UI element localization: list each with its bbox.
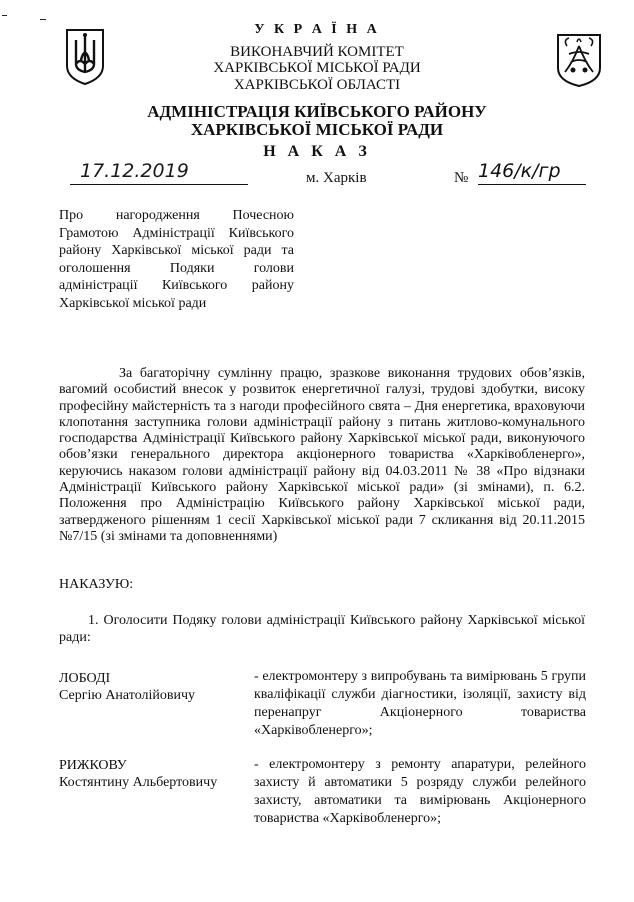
recipient-description: - електромонтеру з ремонту апаратури, релейного захисту й автоматики 5 розряду служби релейного захисту, автоматики та вимірювань Акціонерного товариства «Харківобленерго»; bbox=[254, 757, 586, 826]
recipient-name bbox=[59, 670, 259, 704]
header-committee: ВИКОНАВЧИЙ КОМІТЕТ bbox=[230, 44, 404, 60]
order-number: 146/к/гр bbox=[478, 160, 586, 185]
order-number-label: № bbox=[454, 170, 469, 186]
recipient-given-name: Сергію Анатолійовичу bbox=[59, 688, 196, 703]
recipient-name bbox=[59, 757, 259, 791]
header-council: ХАРКІВСЬКОЇ МІСЬКОЇ РАДИ bbox=[213, 60, 421, 76]
document-type: Н А К А З bbox=[263, 143, 371, 160]
scan-mark bbox=[2, 15, 7, 16]
header-region: ХАРКІВСЬКОЇ ОБЛАСТІ bbox=[233, 77, 401, 93]
header-admin-line1: АДМІНІСТРАЦІЯ КИЇВСЬКОГО РАЙОНУ bbox=[147, 102, 487, 121]
order-point-1: 1. Оголосити Подяку голови адміністрації Київського району Харківської міської ради: bbox=[59, 613, 585, 645]
order-date: 17.12.2019 bbox=[70, 160, 248, 185]
order-subject: Про нагородження Почесною Грамотою Адміністрації Київського району Харківської міської ради та оголошення Подяки голови адміністрації Київського району Харківської міської ради bbox=[59, 208, 294, 311]
scan-mark bbox=[40, 19, 46, 20]
recipient-surname: РИЖКОВУ bbox=[59, 758, 127, 773]
header-admin-line2: ХАРКІВСЬКОЇ МІСЬКОЇ РАДИ bbox=[190, 120, 444, 139]
recipient-description: - електромонтеру з випробувань та вимірювань 5 групи кваліфікації служби діагностики, ізоляції, захисту від перенапруг Акціонерного товариства «Харківобленерго»; bbox=[254, 669, 586, 738]
order-word: НАКАЗУЮ: bbox=[59, 577, 134, 592]
order-preamble: За багаторічну сумлінну працю, зразкове виконання трудових обов’язків, вагомий особистий внесок у розвиток енергетичної галузі, трудові здобутки, високу професійну майстерність та з нагоди професійного свята – Дня енергетика, враховуючи клопотання заступника голови адміністрації району з питань житлово-комунального господарства Адміністрації Київського району Харківської міської ради, виконуючого обов’язки генерального директора акціонерного товариства «Харківобленерго», керуючись наказом голови адміністрації району від 04.03.2011 № 38 «Про відзнаки Адміністрації Київського району Харківської міської ради» (зі змінами), п. 6.2. Положення про Адміністрацію Київського району Харківської міської ради, затвердженого рішенням 1 сесії Харківської міської ради 7 скликання від 20.11.2015 №7/15 (зі змінами та доповненнями) bbox=[59, 366, 585, 544]
recipient-surname: ЛОБОДІ bbox=[59, 671, 111, 686]
recipient-given-name: Костянтину Альбертовичу bbox=[59, 775, 218, 790]
header-country: У К Р А Ї Н А bbox=[254, 22, 380, 37]
order-city: м. Харків bbox=[306, 170, 367, 186]
